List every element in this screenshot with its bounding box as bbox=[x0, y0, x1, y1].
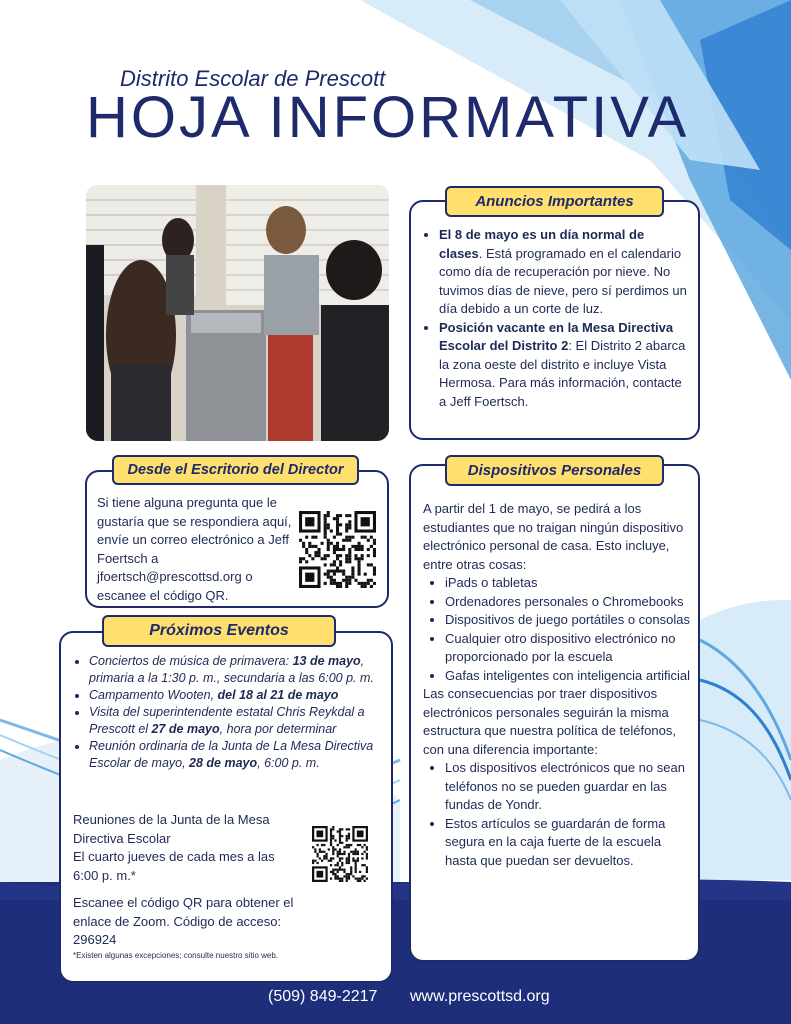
event-item: • Reunión ordinaria de la Junta de La Mesa Directiva Escolar de mayo, 28 de mayo, 6:00 p. m. bbox=[89, 738, 389, 772]
district-subtitle: Distrito Escolar de Prescott bbox=[120, 66, 386, 91]
device-item: • Gafas inteligentes con inteligencia artificial bbox=[445, 667, 695, 686]
device-item: • Dispositivos de juego portátiles o consolas bbox=[445, 611, 695, 630]
director-heading: Desde el Escritorio del Director bbox=[112, 455, 359, 485]
devices-card bbox=[409, 464, 700, 962]
zoom-info: Escanee el código QR para obtener el enlace de Zoom. Código de acceso: 296924 bbox=[73, 895, 294, 947]
events-card bbox=[59, 631, 393, 983]
announcements-heading: Anuncios Importantes bbox=[445, 186, 664, 217]
director-text: Si tiene alguna pregunta que le gustaría que se respondiera aquí, envíe un correo electrónico a Jeff Foertsch a jfoertsch@prescottsd.org o escanee el código QR. bbox=[97, 495, 292, 603]
page-title: HOJA INFORMATIVA bbox=[86, 85, 690, 150]
event-item: • Conciertos de música de primavera: 13 de mayo, primaria a la 1:30 p. m., secundaria a las 6:00 p. m. bbox=[89, 653, 389, 687]
footnote: *Existen algunas excepciones; consulte nuestro sitio web. bbox=[73, 950, 279, 960]
device-item: • iPads o tabletas bbox=[445, 574, 695, 593]
devices-heading: Dispositivos Personales bbox=[445, 455, 664, 486]
devices-consequences: Las consecuencias por traer dispositivos electrónicos personales seguirán la misma estructura que nuestra política de teléfonos, con una diferencia importante: bbox=[423, 686, 676, 757]
announcement-item: • Posición vacante en la Mesa Directiva Escolar del Distrito 2: El Distrito 2 abarca la zona oeste del distrito e incluye Vista Hermosa. Para más información, contacte a Jeff Foertsch. bbox=[439, 319, 691, 412]
devices-intro: A partir del 1 de mayo, se pedirá a los estudiantes que no traigan ningún dispositivo electrónico personal de casa. Esto incluye, entre otras cosas: bbox=[423, 501, 684, 572]
footer-phone[interactable]: (509) 849-2217 bbox=[268, 988, 378, 1005]
board-meetings-schedule: El cuarto jueves de cada mes a las 6:00 p. m.* bbox=[73, 849, 275, 883]
event-item: • Visita del superintendente estatal Chris Reykdal a Prescott el 27 de mayo, hora por determinar bbox=[89, 704, 389, 738]
device-item: • Cualquier otro dispositivo electrónico no proporcionado por la escuela bbox=[445, 630, 695, 667]
announcements-card bbox=[409, 200, 700, 440]
zoom-qr-code-icon[interactable] bbox=[312, 826, 368, 882]
device-rule: • Estos artículos se guardarán de forma segura en la caja fuerte de la escuela hasta que puedan ser devueltos. bbox=[445, 815, 695, 871]
announcement-item: • El 8 de mayo es un día normal de clases. Está programado en el calendario como día de recuperación por nieve. No tuvimos días de nieve, pero sí perdimos un día debido a un corte de luz. bbox=[439, 226, 691, 319]
qr-code-icon[interactable] bbox=[299, 511, 376, 588]
device-item: • Ordenadores personales o Chromebooks bbox=[445, 593, 695, 612]
board-meetings-title: Reuniones de la Junta de la Mesa Directiva Escolar bbox=[73, 812, 270, 846]
students-photo bbox=[86, 185, 389, 441]
footer-website[interactable]: www.prescottsd.org bbox=[410, 988, 550, 1005]
event-item: • Campamento Wooten, del 18 al 21 de mayo bbox=[89, 687, 389, 704]
device-rule: • Los dispositivos electrónicos que no sean teléfonos no se pueden guardar en las fundas de Yondr. bbox=[445, 759, 695, 815]
events-heading: Próximos Eventos bbox=[102, 615, 336, 647]
